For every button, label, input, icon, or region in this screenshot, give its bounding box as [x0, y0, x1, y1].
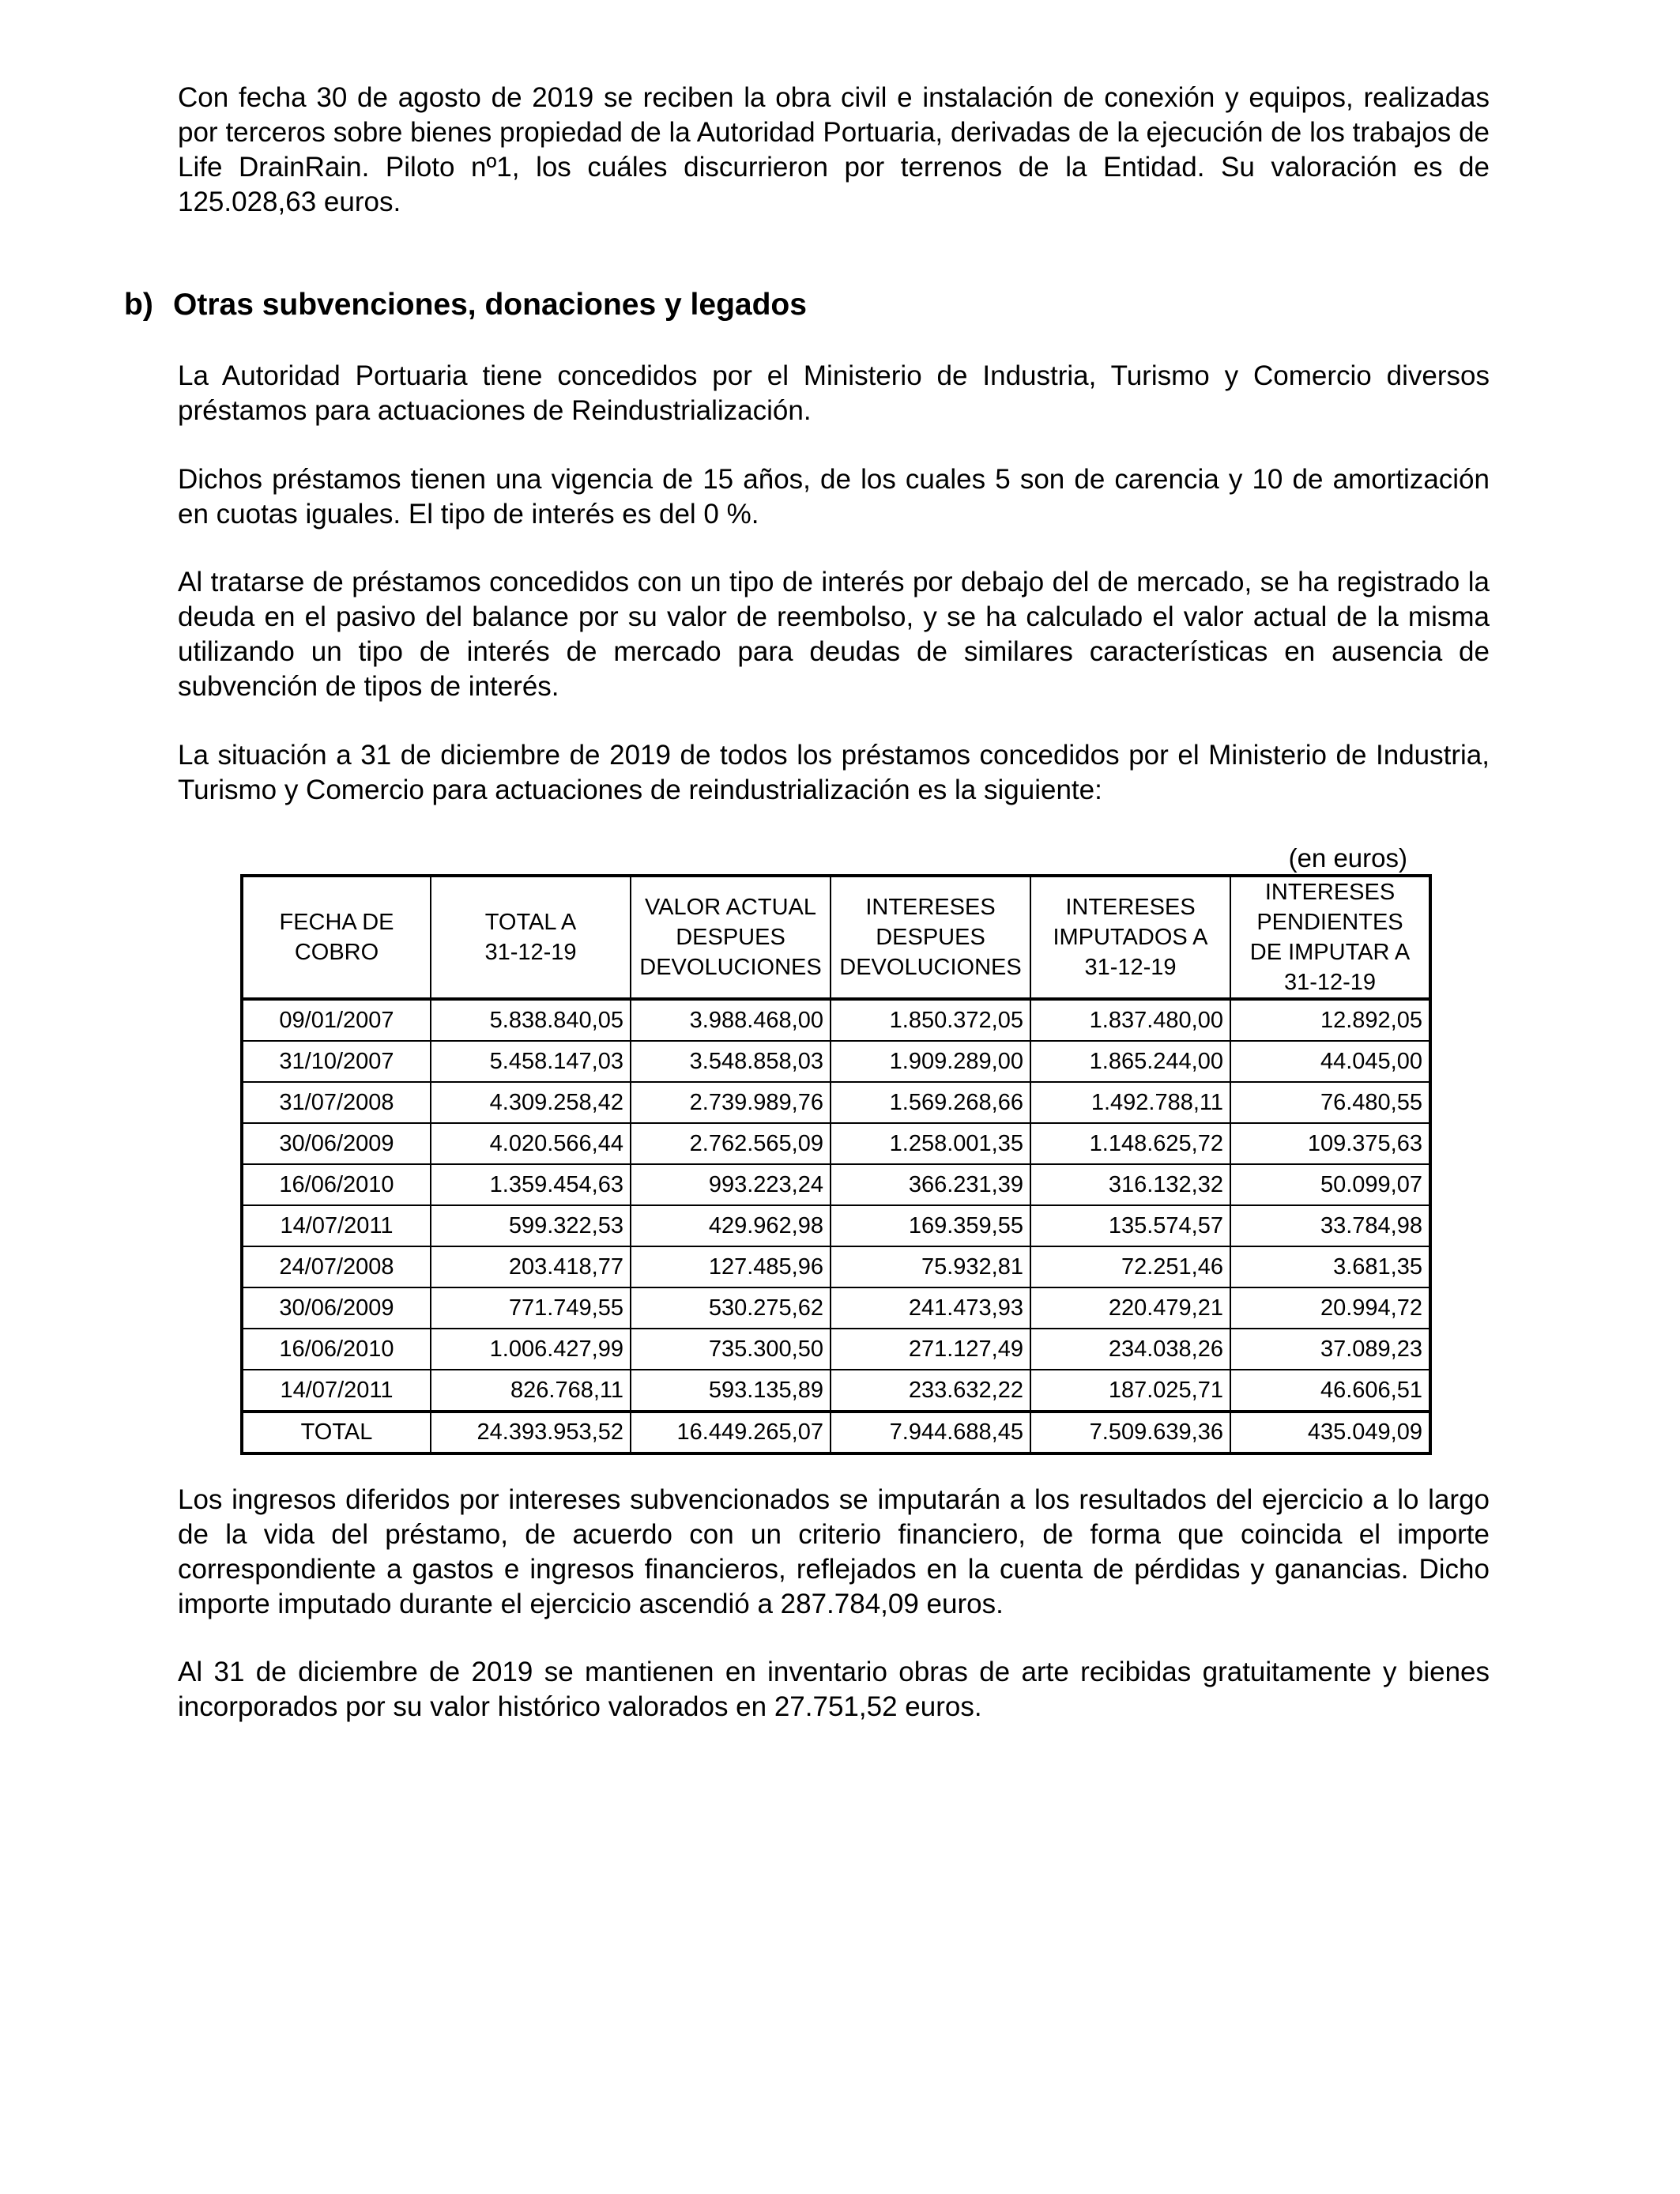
- amount-cell: 435.049,09: [1230, 1412, 1430, 1453]
- amount-cell: 16.449.265,07: [631, 1412, 831, 1453]
- amount-cell: 530.275,62: [631, 1287, 831, 1329]
- amount-cell: 220.479,21: [1030, 1287, 1230, 1329]
- date-cell: 09/01/2007: [242, 999, 431, 1041]
- amount-cell: 241.473,93: [831, 1287, 1030, 1329]
- amount-cell: 271.127,49: [831, 1329, 1030, 1370]
- column-header-line: DE IMPUTAR A: [1249, 940, 1411, 965]
- amount-cell: 75.932,81: [831, 1246, 1030, 1287]
- column-header-line: DESPUES: [676, 925, 785, 950]
- table-row: [242, 1329, 1430, 1370]
- column-header-line: INTERESES: [1264, 880, 1396, 905]
- column-header-line: TOTAL A: [484, 910, 577, 935]
- table-header-row: [242, 876, 1430, 999]
- amount-cell: 1.006.427,99: [431, 1329, 631, 1370]
- amount-cell: 24.393.953,52: [431, 1412, 631, 1453]
- amount-cell: 5.458.147,03: [431, 1041, 631, 1082]
- amount-cell: 1.909.289,00: [831, 1041, 1030, 1082]
- paragraph-obra-civil: Con fecha 30 de agosto de 2019 se reciben la obra civil e instalación de conexión y equipos, realizadas por terceros sobre bienes propiedad de la Autoridad Portuaria, derivadas de la ejecución de los trabajos de Life DrainRain. Piloto nº1, los cuáles discurrieron por terrenos de la Entidad. Su valoración es de 125.028,63 euros.: [178, 82, 1490, 217]
- paragraph-vigencia: Dichos préstamos tienen una vigencia de 15 años, de los cuales 5 son de carencia y 10 de amortización en cuotas iguales. El tipo de interés es del 0 %.: [178, 464, 1490, 530]
- column-header-line: FECHA DE: [279, 910, 394, 935]
- amount-cell: 599.322,53: [431, 1205, 631, 1246]
- column-header-line: COBRO: [294, 940, 379, 965]
- amount-cell: 593.135,89: [631, 1370, 831, 1412]
- amount-cell: 72.251,46: [1030, 1246, 1230, 1287]
- column-header-line: INTERESES: [865, 895, 996, 920]
- table-body: [242, 999, 1430, 1453]
- column-header: [831, 876, 1030, 999]
- column-header: [242, 876, 431, 999]
- amount-cell: 169.359,55: [831, 1205, 1030, 1246]
- amount-cell: 1.865.244,00: [1030, 1041, 1230, 1082]
- paragraph-valoracion: Al tratarse de préstamos concedidos con un tipo de interés por debajo del de mercado, se ha registrado la deuda en el pasivo del balance por su valor de reembolso, y se ha calculado el valor actual de la misma utilizando un tipo de interés de mercado para deudas de similares características en ausencia de subvención de tipos de interés.: [178, 567, 1490, 702]
- amount-cell: 4.309.258,42: [431, 1082, 631, 1123]
- table-total-row: [242, 1412, 1430, 1453]
- amount-cell: 127.485,96: [631, 1246, 831, 1287]
- date-cell: 31/07/2008: [242, 1082, 431, 1123]
- column-header-line: PENDIENTES: [1256, 910, 1403, 935]
- amount-cell: 5.838.840,05: [431, 999, 631, 1041]
- amount-cell: 1.258.001,35: [831, 1123, 1030, 1164]
- column-header-line: DEVOLUCIONES: [839, 955, 1022, 980]
- date-cell: 31/10/2007: [242, 1041, 431, 1082]
- amount-cell: 2.762.565,09: [631, 1123, 831, 1164]
- amount-cell: 1.359.454,63: [431, 1164, 631, 1205]
- amount-cell: 2.739.989,76: [631, 1082, 831, 1123]
- paragraph-ingresos-diferidos: Los ingresos diferidos por intereses subvencionados se imputarán a los resultados del ejercicio a lo largo de la vida del préstamo, de acuerdo con un criterio financiero, de forma que coincida el importe correspondiente a gastos e ingresos financieros, reflejados en la cuenta de pérdidas y ganancias. Dicho importe imputado durante el ejercicio ascendió a 287.784,09 euros.: [178, 1484, 1490, 1619]
- date-cell: 16/06/2010: [242, 1164, 431, 1205]
- column-header-line: IMPUTADOS A: [1053, 925, 1208, 950]
- column-header: [631, 876, 831, 999]
- amount-cell: 3.681,35: [1230, 1246, 1430, 1287]
- amount-cell: 234.038,26: [1030, 1329, 1230, 1370]
- paragraph-situacion: La situación a 31 de diciembre de 2019 de todos los préstamos concedidos por el Ministerio de Industria, Turismo y Comercio para actuaciones de reindustrialización es la siguiente:: [178, 740, 1490, 805]
- amount-cell: 3.988.468,00: [631, 999, 831, 1041]
- amount-cell: 4.020.566,44: [431, 1123, 631, 1164]
- amount-cell: 316.132,32: [1030, 1164, 1230, 1205]
- table-row: [242, 1205, 1430, 1246]
- amount-cell: 135.574,57: [1030, 1205, 1230, 1246]
- amount-cell: 44.045,00: [1230, 1041, 1430, 1082]
- amount-cell: 771.749,55: [431, 1287, 631, 1329]
- amount-cell: 12.892,05: [1230, 999, 1430, 1041]
- table-row: [242, 1082, 1430, 1123]
- paragraph-obras-arte: Al 31 de diciembre de 2019 se mantienen en inventario obras de arte recibidas gratuitamente y bienes incorporados por su valor histórico valorados en 27.751,52 euros.: [178, 1657, 1490, 1722]
- date-cell: 24/07/2008: [242, 1246, 431, 1287]
- column-header: [1230, 876, 1430, 999]
- amount-cell: 1.569.268,66: [831, 1082, 1030, 1123]
- amount-cell: 109.375,63: [1230, 1123, 1430, 1164]
- amount-cell: 203.418,77: [431, 1246, 631, 1287]
- amount-cell: 993.223,24: [631, 1164, 831, 1205]
- amount-cell: 3.548.858,03: [631, 1041, 831, 1082]
- column-header-line: VALOR ACTUAL: [644, 895, 817, 920]
- section-title: Otras subvenciones, donaciones y legados: [173, 288, 807, 322]
- table-units-note: (en euros): [1288, 843, 1407, 873]
- amount-cell: 7.944.688,45: [831, 1412, 1030, 1453]
- paragraph-prestamos-intro: La Autoridad Portuaria tiene concedidos por el Ministerio de Industria, Turismo y Comercio diversos préstamos para actuaciones de Reindustrialización.: [178, 360, 1490, 426]
- amount-cell: 50.099,07: [1230, 1164, 1430, 1205]
- column-header-line: 31-12-19: [484, 940, 577, 965]
- column-header: [431, 876, 631, 999]
- section-heading: [124, 286, 807, 324]
- table-row: [242, 1246, 1430, 1287]
- amount-cell: 1.148.625,72: [1030, 1123, 1230, 1164]
- table-row: [242, 999, 1430, 1041]
- total-label-cell: TOTAL: [242, 1412, 431, 1453]
- amount-cell: 7.509.639,36: [1030, 1412, 1230, 1453]
- amount-cell: 187.025,71: [1030, 1370, 1230, 1412]
- date-cell: 14/07/2011: [242, 1205, 431, 1246]
- amount-cell: 1.492.788,11: [1030, 1082, 1230, 1123]
- loans-table: [240, 874, 1432, 1455]
- amount-cell: 1.837.480,00: [1030, 999, 1230, 1041]
- table-row: [242, 1164, 1430, 1205]
- table-row: [242, 1287, 1430, 1329]
- column-header: [1030, 876, 1230, 999]
- amount-cell: 735.300,50: [631, 1329, 831, 1370]
- amount-cell: 233.632,22: [831, 1370, 1030, 1412]
- section-letter: b): [124, 288, 153, 322]
- amount-cell: 1.850.372,05: [831, 999, 1030, 1041]
- amount-cell: 37.089,23: [1230, 1329, 1430, 1370]
- column-header-line: 31-12-19: [1283, 970, 1377, 995]
- amount-cell: 826.768,11: [431, 1370, 631, 1412]
- amount-cell: 429.962,98: [631, 1205, 831, 1246]
- date-cell: 30/06/2009: [242, 1287, 431, 1329]
- column-header-line: INTERESES: [1065, 895, 1196, 920]
- amount-cell: 33.784,98: [1230, 1205, 1430, 1246]
- amount-cell: 76.480,55: [1230, 1082, 1430, 1123]
- amount-cell: 20.994,72: [1230, 1287, 1430, 1329]
- date-cell: 16/06/2010: [242, 1329, 431, 1370]
- table-row: [242, 1041, 1430, 1082]
- date-cell: 30/06/2009: [242, 1123, 431, 1164]
- amount-cell: 366.231,39: [831, 1164, 1030, 1205]
- column-header-line: DESPUES: [876, 925, 985, 950]
- table-row: [242, 1123, 1430, 1164]
- column-header-line: DEVOLUCIONES: [639, 955, 822, 980]
- amount-cell: 46.606,51: [1230, 1370, 1430, 1412]
- table-row: [242, 1370, 1430, 1412]
- column-header-line: 31-12-19: [1084, 955, 1177, 980]
- date-cell: 14/07/2011: [242, 1370, 431, 1412]
